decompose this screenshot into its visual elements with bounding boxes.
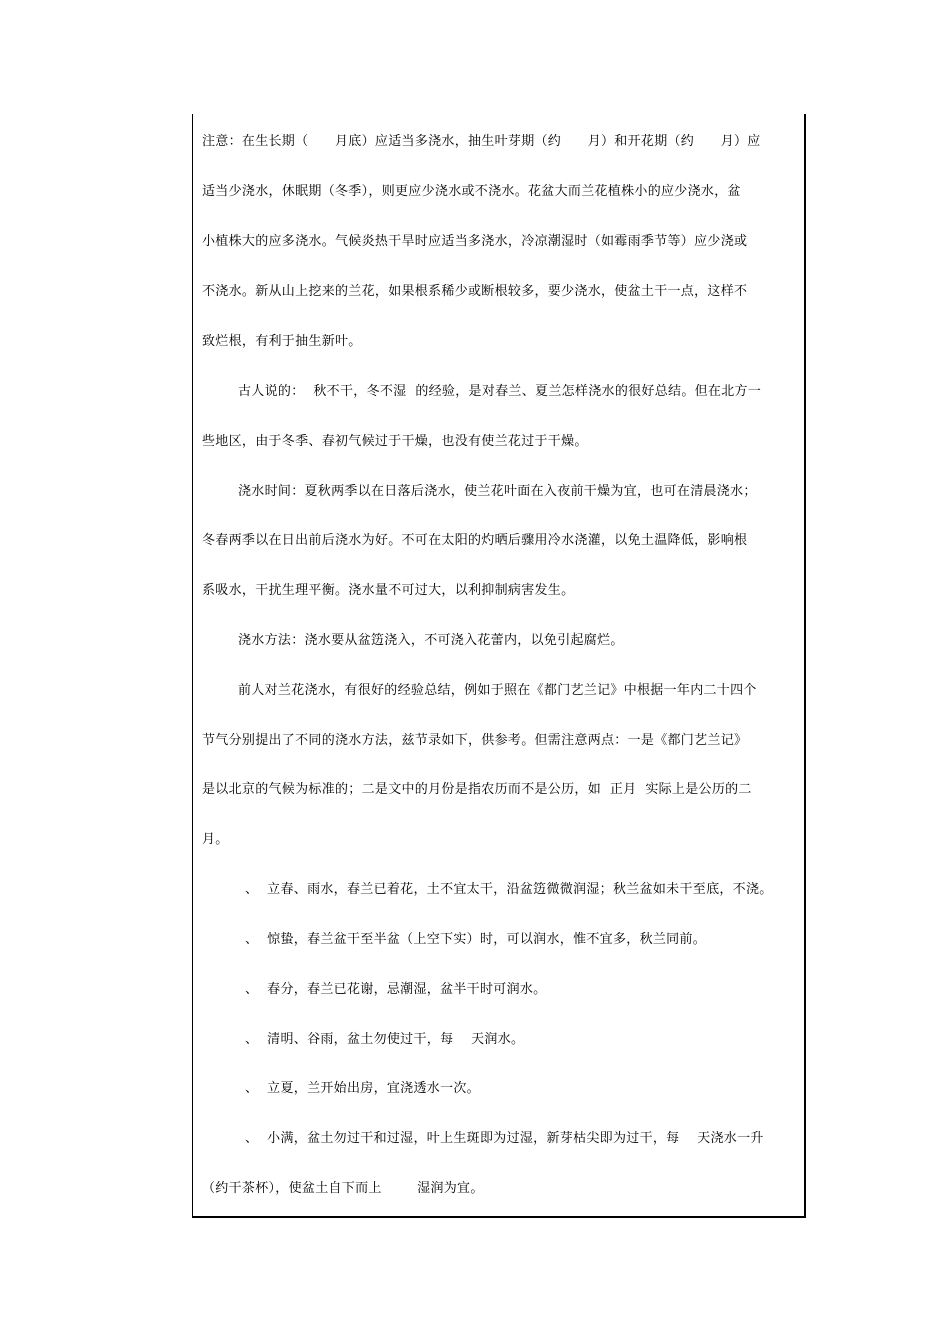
text-line: 注意：在生长期（ 月底）应适当多浇水，抽生叶芽期（约 月）和开花期（约 月）应 [202, 134, 761, 149]
text-line: 小植株大的应多浇水。气候炎热干旱时应适当多浇水，冷凉潮湿时（如霉雨季节等）应少浇或 [202, 234, 748, 249]
text-line: 系吸水，干扰生理平衡。浇水量不可过大，以利抑制病害发生。 [202, 583, 575, 598]
text-line: 节气分别提出了不同的浇水方法，兹节录如下，供参考。但需注意两点：一是《都门艺兰记》 [202, 733, 748, 748]
text-line: （约干茶杯），使盆土自下而上 湿润为宜。 [202, 1181, 484, 1196]
text-line: 古人说的： 秋不干，冬不湿 的经验，是对春兰、夏兰怎样浇水的很好总结。但在北方一 [238, 384, 762, 399]
list-item: 、 立春、雨水，春兰已着花，土不宜太干，沿盆笾微微润湿；秋兰盆如未干至底，不浇。 [245, 882, 773, 897]
text-line: 浇水方法：浇水要从盆笾浇入，不可浇入花蕾内，以免引起腐烂。 [238, 633, 624, 648]
text-line: 致烂根，有利于抽生新叶。 [202, 334, 362, 349]
text-line: 冬春两季以在日出前后浇水为好。不可在太阳的灼晒后骤用冷水浇灌，以免土温降低，影响根 [202, 533, 748, 548]
text-line: 些地区，由于冬季、春初气候过于干燥，也没有使兰花过于干燥。 [202, 434, 588, 449]
list-item: 、 春分，春兰已花谢，忌潮湿，盆半干时可润水。 [245, 982, 547, 997]
list-item: 、 小满，盆土勿过干和过湿，叶上生斑即为过湿，新芽枯尖即为过干，每 天浇水一升 [245, 1131, 764, 1146]
list-item: 、 清明、谷雨，盆土勿使过干，每 天润水。 [245, 1032, 525, 1047]
text-line: 月。 [202, 832, 229, 847]
text-line: 浇水时间：夏秋两季以在日落后浇水，使兰花叶面在入夜前干燥为宜，也可在清晨浇水； [238, 484, 757, 499]
list-item: 、 立夏，兰开始出房，宜浇透水一次。 [245, 1081, 480, 1096]
text-line: 适当少浇水，休眠期（冬季），则更应少浇水或不浇水。花盆大而兰花植株小的应少浇水，盆 [202, 184, 741, 199]
text-line: 不浇水。新从山上挖来的兰花，如果根系稀少或断根较多，要少浇水，使盆土干一点，这样不 [202, 284, 748, 299]
text-line: 前人对兰花浇水，有很好的经验总结，例如于照在《都门艺兰记》中根据一年内二十四个 [238, 683, 757, 698]
page-frame [192, 114, 806, 1218]
text-line: 是以北京的气候为标准的；二是文中的月份是指农历而不是公历，如 正月 实际上是公历的二 [202, 782, 752, 797]
list-item: 、 惊蛰，春兰盆干至半盆（上空下实）时，可以润水，惟不宜多，秋兰同前。 [245, 932, 707, 947]
